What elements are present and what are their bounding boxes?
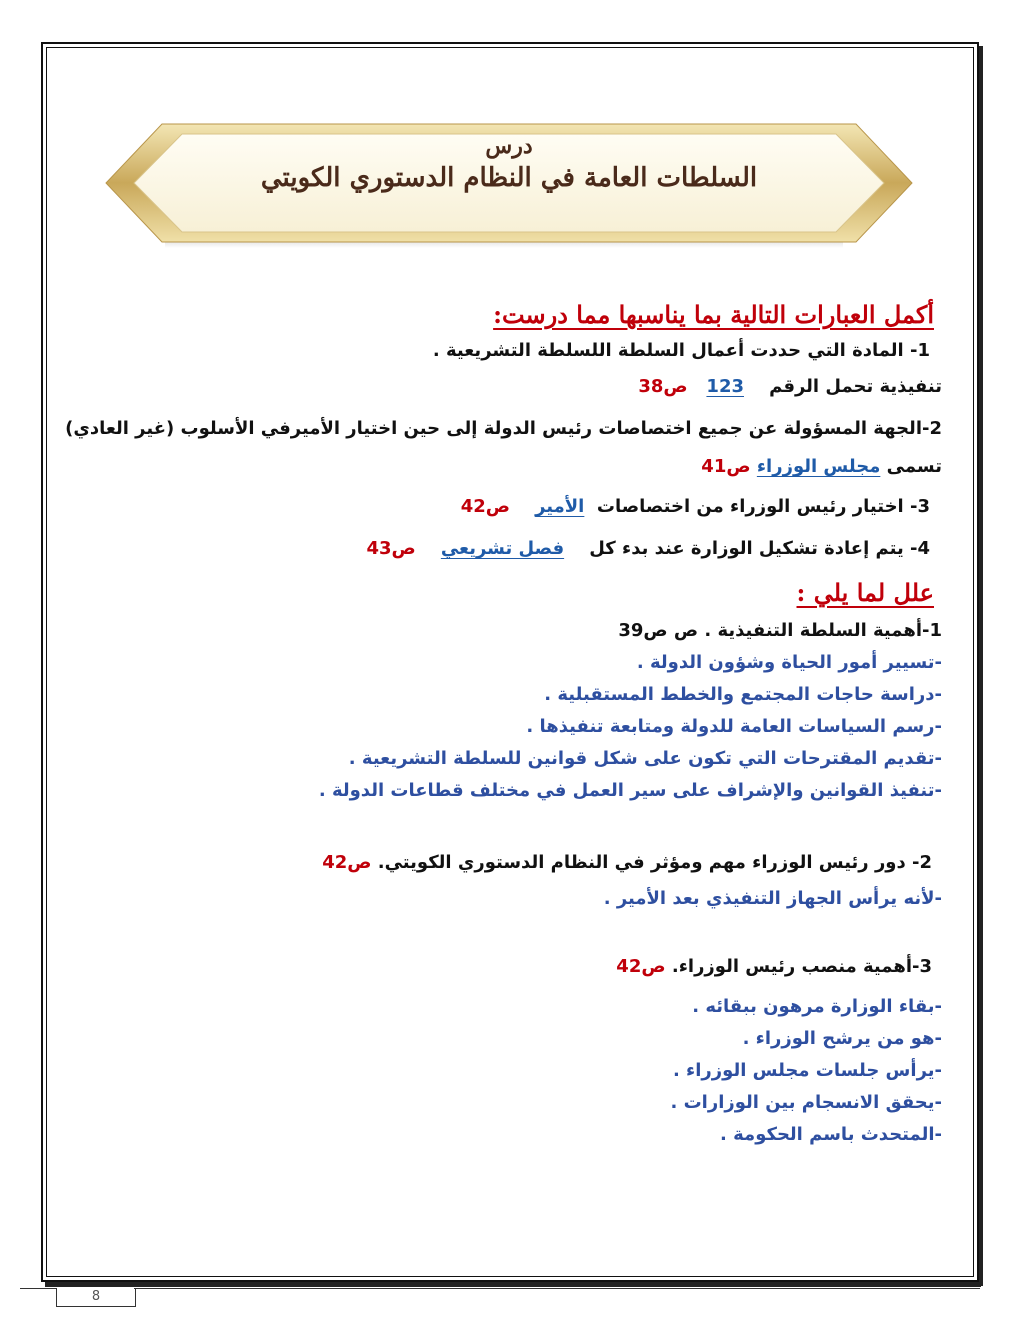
item3-line: 3- اختيار رئيس الوزراء من اختصاصات الأمير ص42 <box>460 496 930 517</box>
item2-answer: مجلس الوزراء <box>756 456 881 477</box>
footer-rule-left <box>20 1288 56 1289</box>
q1-answer-2: -دراسة حاجات المجتمع والخطط المستقبلية . <box>544 684 942 705</box>
section2-heading: علل لما يلي : <box>796 578 934 607</box>
q1-text: 1-أهمية السلطة التنفيذية . ص ص39 <box>618 620 942 641</box>
page-border-shadow-right <box>979 46 983 1286</box>
q3-answer-2: -هو من يرشح الوزراء . <box>742 1028 942 1049</box>
item4-answer: فصل تشريعي <box>440 538 565 559</box>
item1-text: 1- المادة التي حددت أعمال السلطة اللسلطة التشريعية . <box>432 340 930 361</box>
item2-page: ص41 <box>701 456 751 477</box>
page-number: 8 <box>56 1288 136 1307</box>
q3-line: 3-أهمية منصب رئيس الوزراء. ص42 <box>616 956 932 977</box>
q1-answer-4: -تقديم المقترحات التي تكون على شكل قوانين للسلطة التشريعية . <box>348 748 942 769</box>
footer-rule-right <box>134 1288 980 1289</box>
item3-answer: الأمير <box>535 496 585 517</box>
q3-page: ص42 <box>616 956 666 977</box>
q2-line: 2- دور رئيس الوزراء مهم ومؤثر في النظام الدستوري الكويتي. ص42 <box>322 852 932 873</box>
banner-line-title: السلطات العامة في النظام الدستوري الكويتي <box>260 163 758 193</box>
item1-continuation: تنفيذية تحمل الرقم 123 ص38 <box>638 376 942 397</box>
q3-answer-3: -يرأس جلسات مجلس الوزراء . <box>672 1060 942 1081</box>
q3-answer-4: -يحقق الانسجام بين الوزارات . <box>670 1092 942 1113</box>
section1-heading: أكمل العبارات التالية بما يناسبها مما درست: <box>493 300 934 329</box>
page-border-shadow <box>45 1282 981 1287</box>
q1-answer-3: -رسم السياسات العامة للدولة ومتابعة تنفيذها . <box>526 716 942 737</box>
item2-text: 2-الجهة المسؤولة عن جميع اختصاصات رئيس الدولة إلى حين اختيار الأميرفي الأسلوب (غير العادي) <box>65 418 942 439</box>
item2-continuation: تسمى مجلس الوزراء ص41 <box>701 456 942 477</box>
q1-answer-5: -تنفيذ القوانين والإشراف على سير العمل في مختلف قطاعات الدولة . <box>318 780 942 801</box>
item4-page: ص43 <box>366 538 416 559</box>
q1-answer-1: -تسيير أمور الحياة وشؤون الدولة . <box>636 652 942 673</box>
q3-answer-5: -المتحدث باسم الحكومة . <box>720 1124 942 1145</box>
item1-answer: 123 <box>706 376 744 397</box>
q3-answer-1: -بقاء الوزارة مرهون ببقائه . <box>692 996 942 1017</box>
banner-title <box>104 130 914 194</box>
q2-page: ص42 <box>322 852 372 873</box>
item1-page: ص38 <box>638 376 688 397</box>
banner-line-lesson: درس <box>485 133 533 159</box>
q2-answer-1: -لأنه يرأس الجهاز التنفيذي بعد الأمير . <box>603 888 942 909</box>
item3-page: ص42 <box>460 496 511 517</box>
item4-line: 4- يتم إعادة تشكيل الوزارة عند بدء كل فصل تشريعي ص43 <box>366 538 930 559</box>
